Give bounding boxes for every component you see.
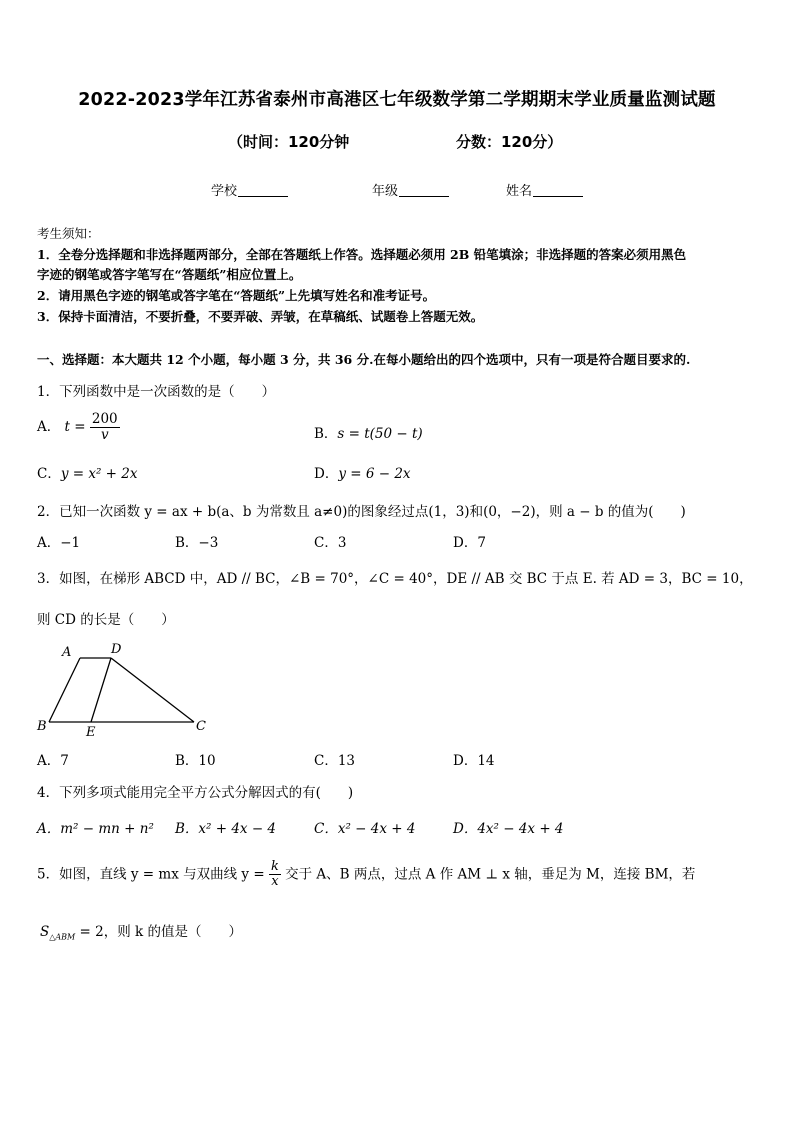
q5-numerator: k	[270, 859, 279, 874]
school-field	[211, 180, 288, 199]
grade-field	[372, 180, 449, 199]
q2-option-c: C．3	[314, 535, 347, 551]
segment-dc	[111, 658, 194, 722]
notice-item-2: 2．请用黑色字迹的钢笔或答字笔在“答题纸”上先填写姓名和准考证号。	[37, 288, 436, 303]
q3-option-a: A．7	[37, 753, 69, 769]
q1-option-b	[314, 422, 423, 442]
q5-area-subscript: △ABM	[49, 932, 76, 942]
name-blank	[533, 184, 583, 197]
exam-score: 分数：120分）	[456, 133, 563, 151]
label-b: B	[37, 719, 47, 734]
q3-stem: 3．如图，在梯形 ABCD 中，AD // BC，∠B = 70°，∠C = 40°，DE // AB 交 BC 于点 E. 若 AD = 3，BC = 10，	[37, 571, 753, 587]
q1-stem: 1．下列函数中是一次函数的是（ ）	[37, 384, 276, 400]
trapezoid-diagram	[36, 638, 216, 742]
grade-label: 年级	[372, 184, 399, 199]
notice-item-1b: 字迹的钢笔或答字笔写在“答题纸”相应位置上。	[37, 267, 302, 282]
name-label: 姓名	[506, 184, 533, 199]
label-d: D	[111, 642, 122, 657]
q4-stem: 4．下列多项式能用完全平方公式分解因式的有( )	[37, 785, 354, 801]
q5-stem	[37, 860, 695, 890]
q1-d-expr: y = 6 − 2x	[338, 466, 411, 482]
q2-option-d: D．7	[453, 535, 486, 551]
q5-stem-2-text: = 2，则 k 的值是（ ）	[75, 924, 242, 940]
q4-option-a: A．m² − mn + n²	[37, 821, 154, 837]
label-c: C	[196, 719, 206, 734]
segment-de	[91, 658, 111, 722]
q1-a-lhs: t =	[64, 418, 86, 435]
q1-option-a	[37, 412, 120, 443]
section-heading: 一、选择题：本大题共 12 个小题，每小题 3 分，共 36 分.在每小题给出的四个选项中，只有一项是符合题目要求的.	[37, 352, 691, 367]
name-field	[506, 180, 583, 199]
q1-b-label: B．	[314, 426, 338, 442]
q1-a-label: A．	[37, 418, 61, 435]
q3-option-c: C．13	[314, 753, 356, 769]
q3-stem-2: 则 CD 的长是（ ）	[37, 612, 175, 628]
grade-blank	[399, 184, 449, 197]
q1-c-expr: y = x² + 2x	[60, 466, 138, 482]
q1-c-label: C．	[37, 466, 61, 482]
q1-a-fraction	[90, 412, 120, 443]
q5-area-symbol: S	[40, 924, 50, 940]
notice-item-1: 1．全卷分选择题和非选择题两部分，全部在答题纸上作答。选择题必须用 2B 铅笔填涂；非选择题的答案必须用黑色	[37, 247, 687, 262]
q3-option-b: B．10	[175, 753, 216, 769]
exam-time: （时间：120分钟	[228, 133, 350, 151]
label-a: A	[62, 645, 72, 660]
segment-ab	[49, 658, 80, 722]
q2-option-a: A．−1	[37, 535, 81, 551]
label-e: E	[86, 725, 96, 740]
q1-d-label: D．	[314, 466, 339, 482]
q1-a-numerator: 200	[91, 411, 118, 427]
notice-item-3: 3．保持卡面清洁，不要折叠，不要弄破、弄皱，在草稿纸、试题卷上答题无效。	[37, 309, 484, 324]
q5-fraction	[269, 860, 281, 890]
q1-a-denominator: v	[100, 426, 109, 443]
q3-option-d: D．14	[453, 753, 495, 769]
q1-option-c	[37, 462, 138, 482]
q2-stem: 2．已知一次函数 y = ax + b(a、b 为常数且 a≠0)的图象经过点(1，3)和(0，−2)，则 a − b 的值为( )	[37, 504, 686, 520]
school-label: 学校	[211, 184, 238, 199]
q5-stem-pre: 5．如图，直线 y = mx 与双曲线 y =	[37, 866, 265, 883]
q1-option-d	[314, 462, 411, 482]
q4-option-d: D．4x² − 4x + 4	[453, 821, 564, 837]
q1-b-expr: s = t(50 − t)	[337, 426, 423, 442]
q2-option-b: B．−3	[175, 535, 219, 551]
q4-option-b: B．x² + 4x − 4	[175, 821, 277, 837]
q5-denominator: x	[271, 874, 279, 890]
school-blank	[238, 184, 288, 197]
notice-heading: 考生须知：	[37, 226, 100, 241]
exam-title: 2022-2023学年江苏省泰州市高港区七年级数学第二学期期末学业质量监测试题	[78, 90, 716, 110]
q5-stem-2	[40, 920, 242, 942]
q5-stem-post: 交于 A、B 两点，过点 A 作 AM ⊥ x 轴，垂足为 M，连接 BM，若	[285, 866, 696, 883]
q4-option-c: C．x² − 4x + 4	[314, 821, 416, 837]
